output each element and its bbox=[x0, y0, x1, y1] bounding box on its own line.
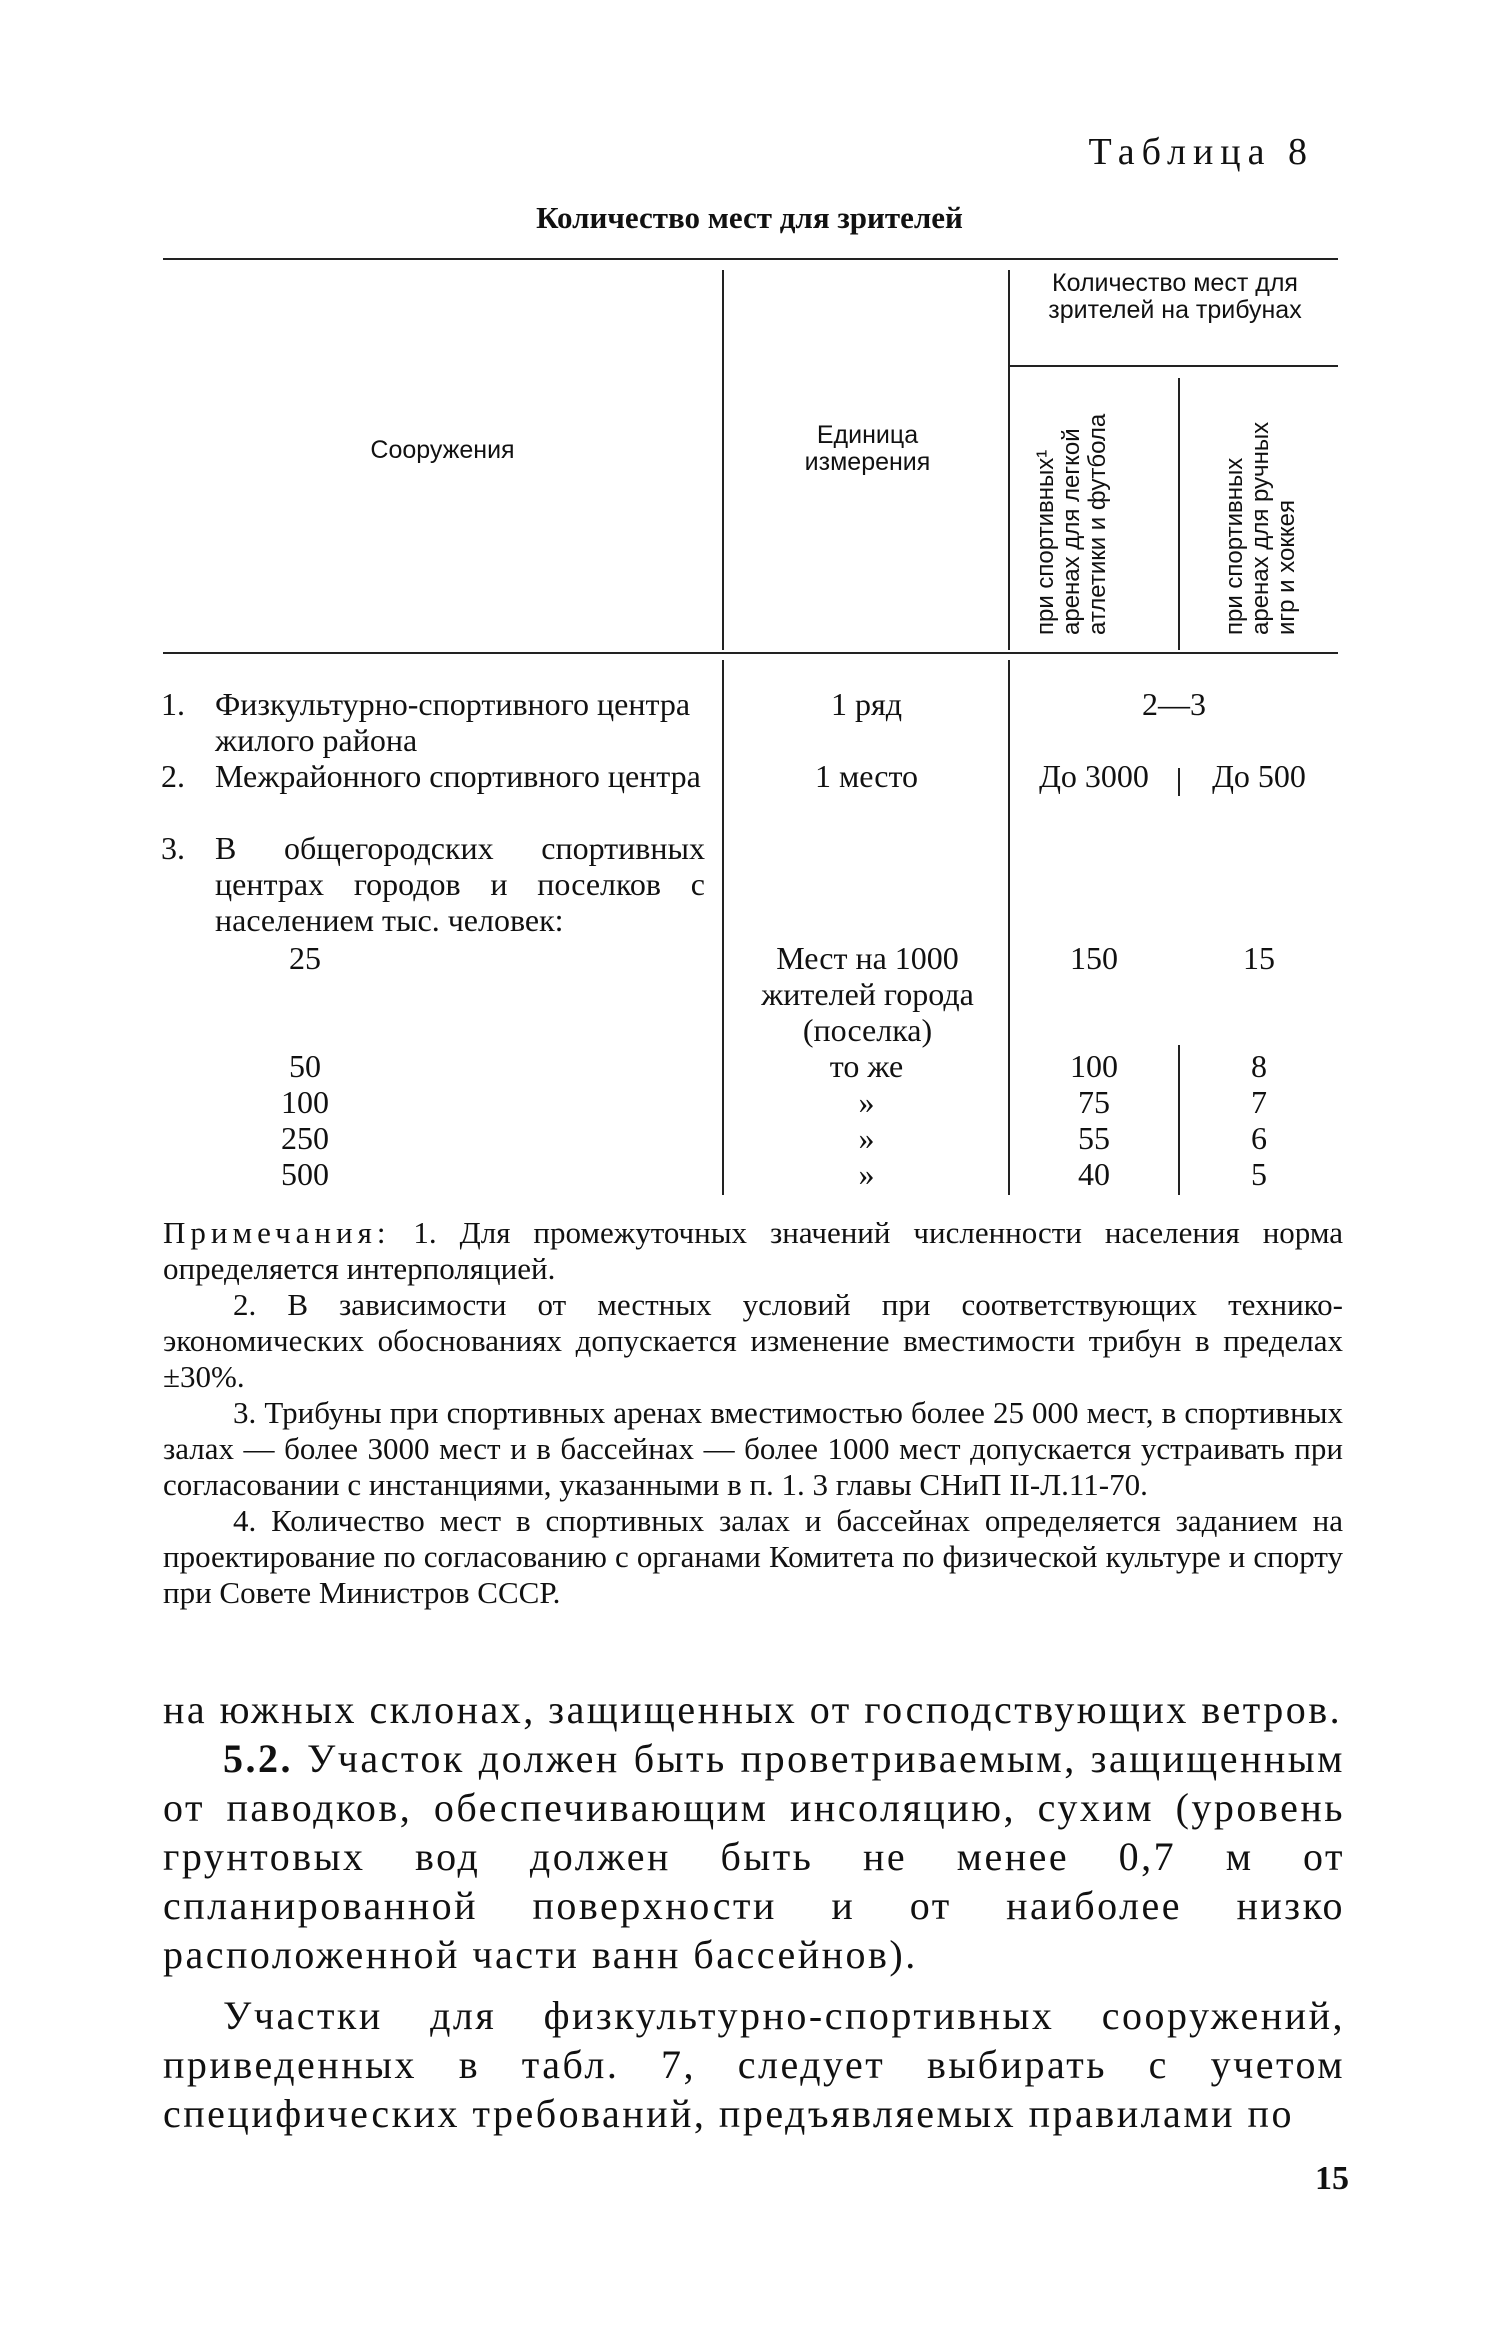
note-1: 1. Для промежуточных значений численности населения норма определяется интерполяцией. bbox=[163, 1215, 1343, 1286]
paragraph-sites: Участки для физкультурно-спортивных сооружений, приведенных в табл. 7, следует выбирать с учетом специфических требований, предъявляемых правилами по bbox=[163, 1993, 1345, 2136]
header-seats-group: Количество мест для зрителей на трибунах bbox=[1048, 269, 1302, 324]
note-2: 2. В зависимости от местных условий при соответствующих технико-экономических обоснованиях допускается изменение вместимости трибун в пределах ±30%. bbox=[163, 1287, 1343, 1394]
table-label: Таблица 8 bbox=[1088, 131, 1314, 173]
body-text bbox=[163, 1685, 1345, 2138]
col-divider-2 bbox=[1008, 270, 1010, 650]
header-athletics: при спортивных¹ аренах для легкой атлетики и футбола bbox=[1032, 413, 1111, 635]
header-structures: Сооружения bbox=[370, 436, 515, 464]
paragraph-continuation: на южных склонах, защищенных от господствующих ветров. bbox=[163, 1687, 1343, 1732]
pop-row-250-games: 6 bbox=[1251, 1120, 1267, 1156]
row-1-number: 1. bbox=[161, 686, 185, 722]
pop-row-100-unit: » bbox=[858, 1084, 875, 1120]
note-4: 4. Количество мест в спортивных залах и бассейнах определяется заданием на проектирование по согласованию с органами Комитета по физической культуре и спорту при Совете Министров СССР. bbox=[163, 1503, 1343, 1610]
pop-row-500-unit: » bbox=[858, 1156, 875, 1192]
pop-row-250-athletics: 55 bbox=[1078, 1120, 1110, 1156]
pop-row-100-label: 100 bbox=[281, 1084, 329, 1120]
pop-row-100-athletics: 75 bbox=[1078, 1084, 1110, 1120]
pop-row-50-unit: то же bbox=[829, 1048, 904, 1084]
table-header-rule bbox=[163, 652, 1338, 654]
table-title: Количество мест для зрителей bbox=[536, 200, 963, 235]
pop-row-25-label: 25 bbox=[289, 940, 321, 976]
row-3-number: 3. bbox=[161, 830, 185, 866]
row-1-seats: 2—3 bbox=[1142, 686, 1206, 722]
pop-row-50-games: 8 bbox=[1251, 1048, 1267, 1084]
header-games: при спортивных аренах для ручных игр и хоккея bbox=[1221, 421, 1300, 635]
seats-group-rule bbox=[1010, 365, 1338, 367]
row-1-name: Физкультурно-спортивного центра жилого района bbox=[215, 686, 691, 758]
col-divider-1 bbox=[722, 270, 724, 650]
body-divider-1 bbox=[722, 660, 724, 1195]
pop-row-25-games: 15 bbox=[1243, 940, 1275, 976]
page-number: 15 bbox=[1315, 2160, 1349, 2197]
row-2-athletics: До 3000 bbox=[1039, 758, 1149, 794]
col-divider-3 bbox=[1178, 378, 1180, 650]
row-2-unit: 1 место bbox=[814, 758, 918, 794]
paragraph-5-2: 5.2. Участок должен быть проветриваемым, защищенным от паводков, обеспечивающим инсоляцию, сухим (уровень грунтовых вод должен быть не менее 0,7 м от спланированной поверхности и от наиболее низко расположенной части ванн бассейнов). bbox=[163, 1736, 1345, 1977]
note-3: 3. Трибуны при спортивных аренах вместимостью более 25 000 мест, в спортивных залах — более 3000 мест и в бассейнах — более 1000 мест допускается устраивать при согласовании с инстанциями, указанными в п. 1. 3 главы СНиП II-Л.11-70. bbox=[163, 1395, 1343, 1502]
pop-row-500-label: 500 bbox=[281, 1156, 329, 1192]
row-2-name: Межрайонного спортивного центра bbox=[215, 758, 701, 794]
pop-row-50-athletics: 100 bbox=[1070, 1048, 1118, 1084]
pop-row-250-label: 250 bbox=[281, 1120, 329, 1156]
pop-row-100-games: 7 bbox=[1251, 1084, 1267, 1120]
pop-row-250-unit: » bbox=[858, 1120, 875, 1156]
pop-row-500-athletics: 40 bbox=[1078, 1156, 1110, 1192]
pop-row-500-games: 5 bbox=[1251, 1156, 1267, 1192]
row-2-number: 2. bbox=[161, 758, 185, 794]
pop-row-50-label: 50 bbox=[289, 1048, 321, 1084]
row-3-name: В общегородских спортивных центрах городов и поселков с населением тыс. человек: bbox=[215, 830, 705, 938]
table-notes bbox=[163, 1215, 1343, 1611]
row-2-games: До 500 bbox=[1212, 758, 1306, 794]
notes-heading: Примечания: bbox=[163, 1215, 391, 1250]
row-1-unit: 1 ряд bbox=[831, 686, 902, 722]
table-top-rule bbox=[163, 258, 1338, 260]
pop-row-25-athletics: 150 bbox=[1070, 940, 1118, 976]
pop-row-25-unit: Мест на 1000 жителей города (поселка) bbox=[761, 940, 974, 1048]
section-number: 5.2. bbox=[223, 1736, 293, 1781]
header-unit: Единица измерения bbox=[804, 421, 931, 476]
